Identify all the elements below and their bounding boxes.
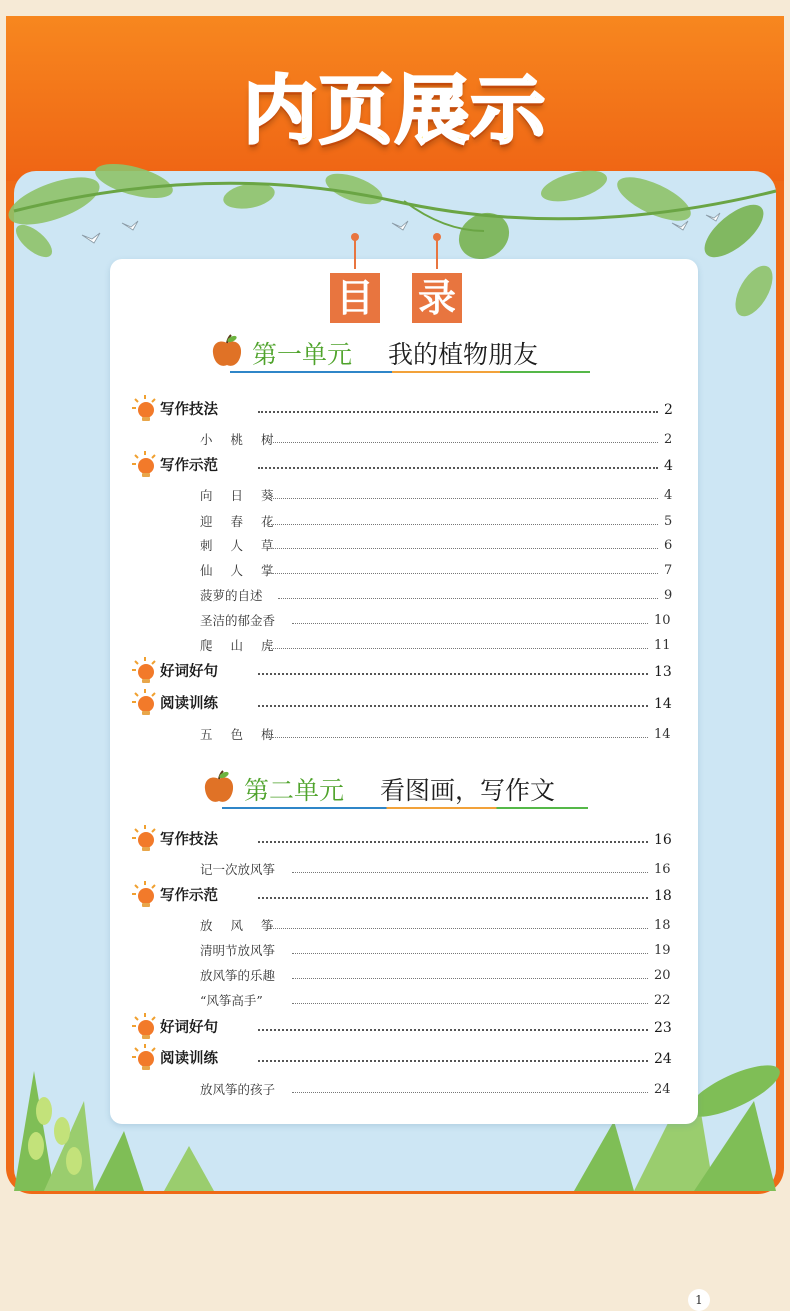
toc-page-number: 4 — [664, 458, 673, 474]
leader-dots — [278, 598, 658, 599]
leader-dots — [292, 1003, 648, 1004]
toc-entry-label: 爬 山 虎 — [200, 638, 281, 653]
toc-page-number: 16 — [654, 862, 671, 877]
toc-entry-label: 写作示范 — [160, 888, 218, 904]
lightbulb-icon — [130, 687, 160, 717]
toc-page-number: 19 — [654, 943, 671, 958]
toc-entry-label: 迎 春 花 — [200, 514, 281, 529]
toc-section[interactable] — [130, 399, 678, 421]
toc-entry[interactable] — [130, 560, 678, 582]
leader-dots — [292, 953, 648, 954]
lightbulb-icon — [130, 655, 160, 685]
toc-entry-label: 刺 人 草 — [200, 538, 281, 553]
toc-entry[interactable] — [130, 990, 678, 1012]
banner-title: 内页展示 — [243, 68, 547, 154]
toc-page-number: 13 — [654, 664, 672, 680]
toc-entry[interactable] — [130, 635, 678, 657]
toc-entry[interactable] — [130, 585, 678, 607]
toc-entry-label: 阅读训练 — [160, 696, 218, 712]
content-panel — [14, 171, 776, 1307]
toc-entry[interactable] — [130, 859, 678, 881]
lightbulb-icon — [130, 449, 160, 479]
leader-dots — [268, 573, 658, 574]
leader-dots — [258, 705, 648, 707]
unit-number: 第二单元 — [244, 776, 345, 805]
leader-dots — [268, 648, 648, 649]
toc-section[interactable] — [130, 455, 678, 477]
toc-entry-label: 小 桃 树 — [200, 432, 281, 447]
toc-section[interactable] — [130, 693, 678, 715]
toc-page-number: 14 — [654, 727, 671, 742]
unit-heading — [110, 767, 698, 817]
page-number: 1 — [688, 1289, 710, 1311]
leader-dots — [268, 498, 658, 499]
toc-title — [330, 273, 470, 327]
toc-entry[interactable] — [130, 610, 678, 632]
page-frame — [6, 16, 784, 1307]
toc-entry-label: 仙 人 掌 — [200, 563, 281, 578]
toc-entry[interactable] — [130, 940, 678, 962]
toc-entry[interactable] — [130, 485, 678, 507]
leader-dots — [258, 1029, 648, 1031]
toc-entry-label: 写作技法 — [160, 832, 218, 848]
toc-section[interactable] — [130, 829, 678, 851]
leader-dots — [292, 978, 648, 979]
unit-name: 我的植物朋友 — [388, 340, 539, 369]
unit-heading — [110, 331, 698, 381]
lightbulb-icon — [130, 1011, 160, 1041]
toc-page-number: 5 — [664, 514, 673, 529]
toc-entry[interactable] — [130, 915, 678, 937]
toc-page-number: 14 — [654, 696, 672, 712]
toc-page-number: 4 — [664, 488, 673, 503]
toc-entry-label: 放风筝的孩子 — [200, 1082, 276, 1097]
leader-dots — [258, 1060, 648, 1062]
toc-page-number: 18 — [654, 888, 672, 904]
unit-number: 第一单元 — [252, 340, 353, 369]
lightbulb-icon — [130, 879, 160, 909]
leader-dots — [268, 524, 658, 525]
toc-entry-label: 阅读训练 — [160, 1051, 218, 1067]
apple-icon — [212, 335, 242, 369]
toc-entry[interactable] — [130, 535, 678, 557]
toc-entry-label: “风筝高手” — [200, 993, 263, 1008]
leader-dots — [268, 548, 658, 549]
lightbulb-icon — [130, 1042, 160, 1072]
lightbulb-icon — [130, 823, 160, 853]
unit-name: 看图画，写作文 — [380, 776, 556, 805]
toc-page-number: 23 — [654, 1020, 672, 1036]
toc-entry[interactable] — [130, 724, 678, 746]
toc-entry-label: 向 日 葵 — [200, 488, 281, 503]
leader-dots — [258, 897, 648, 899]
toc-entry-label: 好词好句 — [160, 664, 218, 680]
toc-entry[interactable] — [130, 1079, 678, 1101]
toc-section[interactable] — [130, 1048, 678, 1070]
toc-title-char: 录 — [412, 273, 462, 323]
toc-section[interactable] — [130, 1017, 678, 1039]
leader-dots — [292, 1092, 648, 1093]
toc-entry-label: 写作技法 — [160, 402, 218, 418]
toc-page-number: 11 — [654, 638, 671, 653]
toc-page-number: 22 — [654, 993, 671, 1008]
leader-dots — [258, 411, 658, 413]
toc-page-number: 9 — [664, 588, 673, 603]
leader-dots — [268, 737, 648, 738]
toc-page-number: 10 — [654, 613, 671, 628]
lightbulb-icon — [130, 393, 160, 423]
toc-entry[interactable] — [130, 429, 678, 451]
toc-entry-label: 五 色 梅 — [200, 727, 281, 742]
toc-entry-label: 圣洁的郁金香 — [200, 613, 276, 628]
toc-page-number: 18 — [654, 918, 671, 933]
toc-page-number: 2 — [664, 402, 673, 418]
toc-page-number: 7 — [664, 563, 673, 578]
unit-underline — [222, 807, 588, 809]
toc-section[interactable] — [130, 661, 678, 683]
toc-page-number: 16 — [654, 832, 672, 848]
toc-page-number: 2 — [664, 432, 673, 447]
toc-entry-label: 放风筝的乐趣 — [200, 968, 276, 983]
toc-card — [110, 259, 698, 1124]
toc-entry-label: 记一次放风筝 — [200, 862, 276, 877]
toc-page-number: 20 — [654, 968, 671, 983]
toc-title-char: 目 — [330, 273, 380, 323]
toc-page-number: 6 — [664, 538, 673, 553]
toc-entry[interactable] — [130, 965, 678, 987]
toc-entry-label: 好词好句 — [160, 1020, 218, 1036]
toc-entry-label: 放 风 筝 — [200, 918, 281, 933]
apple-icon — [204, 771, 234, 805]
toc-entry-label: 清明节放风筝 — [200, 943, 276, 958]
leader-dots — [292, 872, 648, 873]
toc-page-number: 24 — [654, 1082, 671, 1097]
leader-dots — [258, 467, 658, 469]
toc-section[interactable] — [130, 885, 678, 907]
leader-dots — [268, 442, 658, 443]
toc-page-number: 24 — [654, 1051, 672, 1067]
toc-entry[interactable] — [130, 511, 678, 533]
leader-dots — [292, 623, 648, 624]
leader-dots — [258, 673, 648, 675]
header-banner — [6, 16, 784, 181]
unit-underline — [230, 371, 590, 373]
leader-dots — [268, 928, 648, 929]
toc-entry-label: 菠萝的自述 — [200, 588, 263, 603]
toc-entry-label: 写作示范 — [160, 458, 218, 474]
leader-dots — [258, 841, 648, 843]
